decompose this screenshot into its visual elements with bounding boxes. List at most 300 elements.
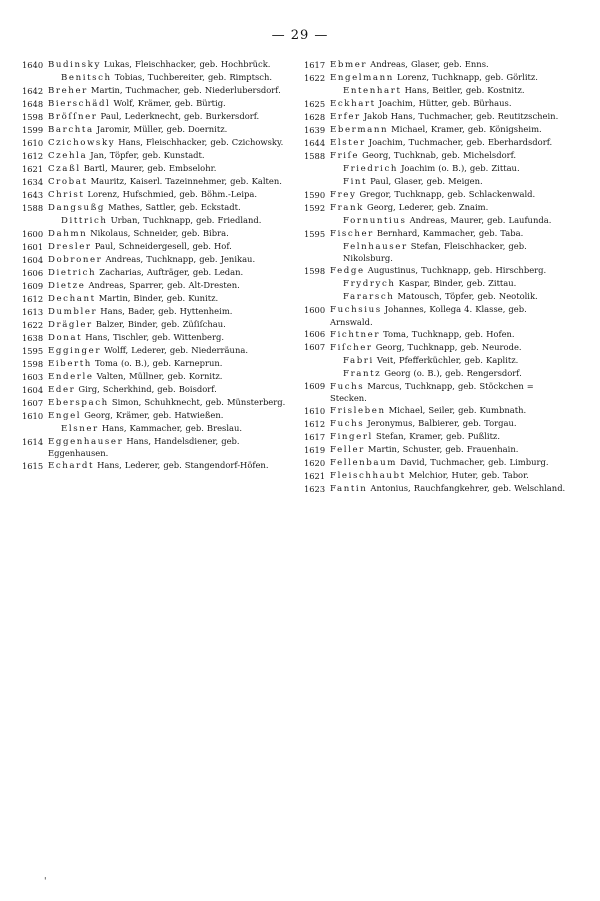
entry-year: 1604 xyxy=(22,384,44,395)
entry-text xyxy=(330,381,572,405)
entry-text xyxy=(330,329,572,341)
entry-year: 1598 xyxy=(304,265,326,276)
entry-surname: Fabri xyxy=(343,355,374,366)
register-entry xyxy=(304,150,572,162)
entry-details: Georg, Tuchknab, geb. Michelsdorf. xyxy=(359,150,517,160)
register-entry xyxy=(22,202,290,214)
entry-surname: Eggenhauser xyxy=(48,437,124,447)
entry-details: Melchior, Huter, geb. Tabor. xyxy=(405,470,529,481)
entry-text xyxy=(330,176,572,188)
entry-year: 1610 xyxy=(22,410,44,421)
entry-details: Matousch, Töpfer, geb. Neotolik. xyxy=(394,291,538,302)
entry-year xyxy=(304,278,330,279)
register-entry xyxy=(304,278,572,290)
entry-text xyxy=(330,72,572,84)
register-entry xyxy=(22,397,290,409)
entry-details: Georg, Krämer, geb. Hatwießen. xyxy=(81,410,224,420)
entry-details: Hans, Beitler, geb. Kostnitz. xyxy=(401,85,525,95)
register-entry xyxy=(22,280,290,292)
entry-details: Toma (o. B.), geb. Karneprun. xyxy=(91,358,223,368)
entry-year xyxy=(304,215,330,216)
entry-surname: Fiſcher xyxy=(330,342,373,353)
entry-year xyxy=(22,72,48,73)
entry-year xyxy=(304,241,330,242)
entry-year: 1604 xyxy=(22,254,44,265)
entry-text xyxy=(48,72,290,84)
entry-text xyxy=(330,163,572,175)
entry-year: 1600 xyxy=(304,304,326,315)
entry-text xyxy=(48,397,290,409)
entry-year: 1610 xyxy=(22,137,44,148)
entry-year xyxy=(304,163,330,164)
register-entry xyxy=(22,410,290,422)
entry-details: Gregor, Tuchknapp, geb. Schlackenwald. xyxy=(356,189,536,199)
entry-text xyxy=(330,278,572,290)
entry-surname: Fararsch xyxy=(343,292,395,303)
register-entry xyxy=(22,111,290,123)
entry-details: Andreas, Glaser, geb. Enns. xyxy=(367,59,489,69)
entry-surname: Frydrych xyxy=(343,279,396,290)
entry-surname: Fuchs xyxy=(330,419,365,430)
entry-text xyxy=(48,267,290,279)
entry-year: 1610 xyxy=(304,405,326,416)
entry-text xyxy=(48,254,290,266)
entry-surname: Frank xyxy=(330,203,364,213)
entry-details: Johannes, Kollega 4. Klasse, geb. Arnswald. xyxy=(330,304,527,327)
entry-year xyxy=(304,355,330,356)
entry-details: Wolf, Krämer, geb. Bürtig. xyxy=(110,98,226,108)
entry-year: 1617 xyxy=(304,431,326,442)
entry-surname: Ebermann xyxy=(330,125,389,135)
entry-details: Hans, Bader, geb. Hyttenheim. xyxy=(97,306,233,316)
entry-year: 1634 xyxy=(22,176,44,187)
entry-details: Andreas, Sparrer, geb. Alt-Dresten. xyxy=(85,280,240,290)
entry-surname: Fichtner xyxy=(330,329,381,340)
entry-details: Andreas, Maurer, geb. Laufunda. xyxy=(406,215,552,225)
entry-text xyxy=(48,176,290,188)
register-entry xyxy=(22,72,290,84)
entry-text xyxy=(330,150,572,162)
entry-text xyxy=(330,431,572,443)
entry-details: Kaspar, Binder, geb. Zittau. xyxy=(395,278,517,289)
register-entry xyxy=(22,267,290,279)
register-entry xyxy=(304,176,572,188)
entry-text xyxy=(330,291,572,303)
entry-details: Augustinus, Tuchknapp, geb. Hirschberg. xyxy=(364,265,547,276)
entry-details: Martin, Schuster, geb. Frauenhain. xyxy=(364,444,519,455)
entry-text xyxy=(48,189,290,201)
entry-details: Paul, Glaser, geb. Meigen. xyxy=(367,176,483,186)
entry-surname: Budinsky xyxy=(48,60,101,70)
entry-year: 1600 xyxy=(22,228,44,239)
entry-details: Georg, Tuchknapp, geb. Neurode. xyxy=(372,341,522,352)
entry-surname: Eberspach xyxy=(48,398,109,408)
entry-details: Lorenz, Hufschmied, geb. Böhm.-Leipa. xyxy=(84,189,258,199)
entry-surname: Entenhart xyxy=(343,86,402,96)
entry-text xyxy=(48,150,290,162)
entry-text xyxy=(48,241,290,253)
entry-surname: Egginger xyxy=(48,346,102,356)
entry-details: Simon, Schuhknecht, geb. Münsterberg. xyxy=(108,397,286,407)
entry-text xyxy=(48,332,290,344)
register-entry xyxy=(22,358,290,370)
entry-text xyxy=(48,85,290,97)
entry-surname: Fuchsius xyxy=(330,305,382,316)
register-entry xyxy=(304,72,572,84)
register-entry xyxy=(22,241,290,253)
entry-text xyxy=(48,215,290,227)
entry-details: Paul, Lederknecht, geb. Burkersdorf. xyxy=(97,111,260,121)
entry-year: 1595 xyxy=(22,345,44,356)
entry-details: Andreas, Tuchknapp, geb. Jenikau. xyxy=(102,254,256,264)
entry-surname: Ebmer xyxy=(330,60,368,70)
entry-surname: Elster xyxy=(330,138,366,148)
entry-surname: Bröſſner xyxy=(48,112,98,122)
entry-details: Jakob Hans, Tuchmacher, geb. Reutitzschein. xyxy=(360,111,559,121)
entry-surname: Fischer xyxy=(330,229,374,239)
entry-year: 1590 xyxy=(304,189,326,200)
entry-year: 1640 xyxy=(22,59,44,70)
register-entry xyxy=(304,189,572,201)
register-entry xyxy=(304,111,572,123)
entry-details: Balzer, Binder, geb. Züſiſchau. xyxy=(92,319,226,329)
entry-details: Michael, Seiler, geb. Kumbnath. xyxy=(385,405,527,416)
entry-surname: Dahmn xyxy=(48,229,88,239)
entry-year: 1612 xyxy=(22,293,44,304)
entry-text xyxy=(330,304,572,328)
entry-surname: Czehla xyxy=(48,151,88,161)
entry-text xyxy=(48,124,290,136)
register-entry xyxy=(304,202,572,214)
register-entry xyxy=(22,176,290,188)
entry-text xyxy=(330,457,572,469)
entry-details: Bernhard, Kammacher, geb. Taba. xyxy=(373,228,524,238)
register-entry xyxy=(22,371,290,383)
entry-text xyxy=(48,410,290,422)
entry-text xyxy=(330,483,572,495)
register-entry xyxy=(22,137,290,149)
entry-year xyxy=(304,85,330,86)
entry-year: 1599 xyxy=(22,124,44,135)
entry-year: 1607 xyxy=(304,342,326,353)
entry-text xyxy=(330,137,572,149)
entry-details: Marcus, Tuchknapp, geb. Stöckchen = Stecken. xyxy=(330,380,534,404)
entry-text xyxy=(48,111,290,123)
entry-surname: Dresler xyxy=(48,242,92,252)
entry-surname: Engelmann xyxy=(330,73,394,83)
register-entry xyxy=(304,483,572,495)
entry-text xyxy=(330,215,572,227)
entry-text xyxy=(48,137,290,149)
entry-year: 1617 xyxy=(304,59,326,70)
entry-details: Stefan, Kramer, geb. Pußlitz. xyxy=(372,431,501,442)
entry-surname: Czichowsky xyxy=(48,138,116,148)
register-entry xyxy=(22,85,290,97)
entry-surname: Fellenbaum xyxy=(330,458,398,469)
entry-year: 1603 xyxy=(22,371,44,382)
entry-year: 1609 xyxy=(304,381,326,392)
entry-surname: Frantz xyxy=(343,368,382,379)
entry-year: 1612 xyxy=(22,150,44,161)
column-right xyxy=(304,59,572,496)
entry-surname: Frisleben xyxy=(330,406,386,417)
entry-surname: Dietrich xyxy=(48,268,97,278)
entry-year xyxy=(304,291,330,292)
register-entry xyxy=(304,85,572,97)
entry-details: Michael, Kramer, geb. Königsheim. xyxy=(388,124,542,134)
entry-year: 1614 xyxy=(22,436,44,447)
footer-mark: ' xyxy=(44,877,47,887)
entry-text xyxy=(48,202,290,214)
entry-year: 1623 xyxy=(304,483,326,494)
register-entry xyxy=(304,329,572,341)
entry-year: 1625 xyxy=(304,98,326,109)
entry-text xyxy=(330,59,572,71)
register-entry xyxy=(22,98,290,110)
entry-year xyxy=(22,215,48,216)
entry-surname: Barchta xyxy=(48,125,94,135)
entry-year: 1643 xyxy=(22,189,44,200)
entry-year: 1606 xyxy=(22,267,44,278)
entry-details: Jaromir, Müller, geb. Doernitz. xyxy=(93,124,228,134)
register-entry xyxy=(304,228,572,240)
entry-surname: Elsner xyxy=(61,424,99,434)
register-entry xyxy=(22,384,290,396)
register-entry xyxy=(22,306,290,318)
two-column-layout xyxy=(0,59,600,496)
entry-details: Joachim, Hütter, geb. Bürhaus. xyxy=(375,98,512,108)
entry-year xyxy=(304,176,330,177)
entry-details: Toma, Tuchknapp, geb. Hofen. xyxy=(380,328,515,339)
register-entry xyxy=(304,405,572,417)
entry-details: Hans, Tischler, geb. Wittenberg. xyxy=(82,332,225,342)
entry-year xyxy=(304,368,330,369)
entry-text xyxy=(48,228,290,240)
entry-year: 1622 xyxy=(22,319,44,330)
register-entry xyxy=(22,436,290,460)
entry-year: 1595 xyxy=(304,228,326,239)
entry-details: Hans, Handelsdiener, geb. Eggenhausen. xyxy=(48,436,240,459)
entry-surname: Dobroner xyxy=(48,255,103,265)
entry-text xyxy=(48,345,290,357)
entry-year: 1609 xyxy=(22,280,44,291)
entry-year: 1606 xyxy=(304,329,326,340)
entry-text xyxy=(48,163,290,175)
entry-year: 1648 xyxy=(22,98,44,109)
register-entry xyxy=(22,332,290,344)
register-entry xyxy=(22,189,290,201)
register-entry xyxy=(304,137,572,149)
entry-details: Martin, Tuchmacher, geb. Niederlubersdorf. xyxy=(87,85,281,95)
register-entry xyxy=(304,59,572,71)
register-entry xyxy=(304,265,572,277)
entry-surname: Dittrich xyxy=(61,216,108,226)
entry-details: Martin, Binder, geb. Kunitz. xyxy=(95,293,219,303)
entry-year: 1638 xyxy=(22,332,44,343)
entry-surname: Dietze xyxy=(48,281,86,291)
column-left xyxy=(22,59,290,473)
entry-text xyxy=(330,111,572,123)
entry-year: 1642 xyxy=(22,85,44,96)
entry-text xyxy=(330,418,572,430)
register-entry xyxy=(22,345,290,357)
entry-text xyxy=(48,98,290,110)
entry-year: 1588 xyxy=(304,150,326,161)
entry-surname: Erfer xyxy=(330,112,361,122)
register-entry xyxy=(304,444,572,456)
entry-text xyxy=(330,228,572,240)
entry-surname: Feller xyxy=(330,445,365,456)
entry-surname: Dechant xyxy=(48,294,96,304)
register-entry xyxy=(304,98,572,110)
entry-surname: Dangsußg xyxy=(48,203,106,213)
entry-details: Hans, Kammacher, geb. Breslau. xyxy=(98,423,243,433)
register-entry xyxy=(304,470,572,482)
register-entry xyxy=(304,457,572,469)
entry-details: Mauritz, Kaiserl. Tazeinnehmer, geb. Kalten. xyxy=(87,176,282,186)
entry-surname: Fuchs xyxy=(330,381,365,392)
entry-surname: Eiberth xyxy=(48,359,92,369)
entry-year: 1639 xyxy=(304,124,326,135)
entry-text xyxy=(330,98,572,110)
entry-surname: Friſe xyxy=(330,151,360,161)
entry-year: 1621 xyxy=(304,470,326,481)
entry-year: 1612 xyxy=(304,418,326,429)
entry-details: Wolff, Lederer, geb. Niederräuna. xyxy=(101,345,248,355)
register-entry xyxy=(22,254,290,266)
entry-details: Jan, Töpfer, geb. Kunstadt. xyxy=(87,150,205,160)
page-number: — 29 — xyxy=(271,28,329,43)
entry-details: Georg, Lederer, geb. Znaim. xyxy=(363,202,489,212)
entry-year: 1598 xyxy=(22,358,44,369)
register-entry xyxy=(22,228,290,240)
register-entry xyxy=(22,150,290,162)
register-entry xyxy=(304,431,572,443)
register-entry xyxy=(22,460,290,472)
entry-text xyxy=(330,85,572,97)
entry-text xyxy=(330,444,572,456)
entry-details: Nikolaus, Schneider, geb. Bibra. xyxy=(87,228,229,238)
entry-details: David, Tuchmacher, geb. Limburg. xyxy=(397,457,549,468)
entry-year: 1644 xyxy=(304,137,326,148)
register-entry xyxy=(304,381,572,405)
entry-details: Georg (o. B.), geb. Rengersdorf. xyxy=(381,367,522,378)
entry-text xyxy=(330,265,572,277)
entry-text xyxy=(48,280,290,292)
entry-details: Bartl, Maurer, geb. Embselohr. xyxy=(80,163,217,173)
entry-surname: Eder xyxy=(48,385,76,395)
entry-surname: Dumbler xyxy=(48,307,98,317)
entry-text xyxy=(330,355,572,367)
entry-year: 1592 xyxy=(304,202,326,213)
entry-details: Veit, Pfefferküchler, geb. Kaplitz. xyxy=(373,354,519,365)
entry-details: Antonius, Rauchfangkehrer, geb. Welschland. xyxy=(367,483,566,494)
entry-text xyxy=(330,470,572,482)
entry-surname: Enderle xyxy=(48,372,94,382)
entry-text xyxy=(48,384,290,396)
entry-surname: Fint xyxy=(343,177,368,187)
entry-text xyxy=(330,202,572,214)
entry-surname: Felnhauser xyxy=(343,242,408,252)
entry-text xyxy=(48,423,290,435)
entry-year: 1622 xyxy=(304,72,326,83)
register-entry xyxy=(304,291,572,303)
register-entry xyxy=(304,342,572,354)
entry-surname: Echardt xyxy=(48,461,95,472)
entry-text xyxy=(330,189,572,201)
entry-details: Joachim, Tuchmacher, geb. Eberhardsdorf. xyxy=(365,137,553,147)
register-entry xyxy=(22,215,290,227)
entry-year: 1613 xyxy=(22,306,44,317)
entry-surname: Fingerl xyxy=(330,432,373,443)
register-entry xyxy=(22,59,290,71)
entry-surname: Fantin xyxy=(330,484,368,495)
entry-text xyxy=(330,124,572,136)
register-entry xyxy=(304,418,572,430)
entry-surname: Benitsch xyxy=(61,73,112,83)
entry-surname: Bierschädl xyxy=(48,99,111,109)
entry-surname: Friedrich xyxy=(343,164,399,174)
entry-text xyxy=(48,319,290,331)
entry-surname: Fornuntius xyxy=(343,216,407,226)
entry-year: 1628 xyxy=(304,111,326,122)
entry-details: Joachim (o. B.), geb. Zittau. xyxy=(398,163,520,173)
register-entry xyxy=(22,163,290,175)
entry-surname: Eckhart xyxy=(330,99,376,109)
register-entry xyxy=(304,163,572,175)
entry-text xyxy=(48,306,290,318)
register-entry xyxy=(304,355,572,367)
entry-year xyxy=(22,423,48,424)
entry-details: Paul, Schneidergesell, geb. Hof. xyxy=(91,241,232,251)
register-entry xyxy=(304,368,572,380)
entry-text xyxy=(48,371,290,383)
register-entry xyxy=(304,241,572,265)
entry-surname: Czaßl xyxy=(48,164,81,174)
entry-year: 1598 xyxy=(22,111,44,122)
entry-year: 1619 xyxy=(304,444,326,455)
entry-surname: Crobat xyxy=(48,177,88,187)
entry-details: Lukas, Fleischhacker, geb. Hochbrück. xyxy=(100,59,271,69)
entry-details: Stefan, Fleischhacker, geb. Nikolsburg. xyxy=(343,241,527,264)
entry-year: 1621 xyxy=(22,163,44,174)
entry-surname: Christ xyxy=(48,190,85,200)
entry-details: Girg, Scherkhind, geb. Boisdorf. xyxy=(75,384,217,394)
register-entry xyxy=(22,124,290,136)
entry-details: Hans, Fleischhacker, geb. Czichowsky. xyxy=(115,137,284,147)
entry-year: 1601 xyxy=(22,241,44,252)
entry-surname: Fedge xyxy=(330,266,365,277)
entry-text xyxy=(330,405,572,417)
entry-year: 1607 xyxy=(22,397,44,408)
entry-text xyxy=(330,342,572,354)
register-entry xyxy=(22,293,290,305)
entry-details: Hans, Lederer, geb. Stangendorf-Höfen. xyxy=(94,460,269,471)
entry-details: Mathes, Sattler, geb. Eckstadt. xyxy=(105,202,241,212)
register-entry xyxy=(22,319,290,331)
entry-text xyxy=(330,368,572,380)
entry-text xyxy=(48,460,290,472)
entry-details: Zacharias, Aufträger, geb. Ledan. xyxy=(96,267,244,277)
entry-year: 1588 xyxy=(22,202,44,213)
entry-surname: Donat xyxy=(48,333,83,343)
entry-year: 1615 xyxy=(22,460,44,471)
entry-text xyxy=(48,358,290,370)
entry-year: 1620 xyxy=(304,457,326,468)
entry-details: Tobias, Tuchbereiter, geb. Rimptsch. xyxy=(111,72,273,82)
entry-surname: Drägler xyxy=(48,320,93,330)
register-entry xyxy=(304,124,572,136)
